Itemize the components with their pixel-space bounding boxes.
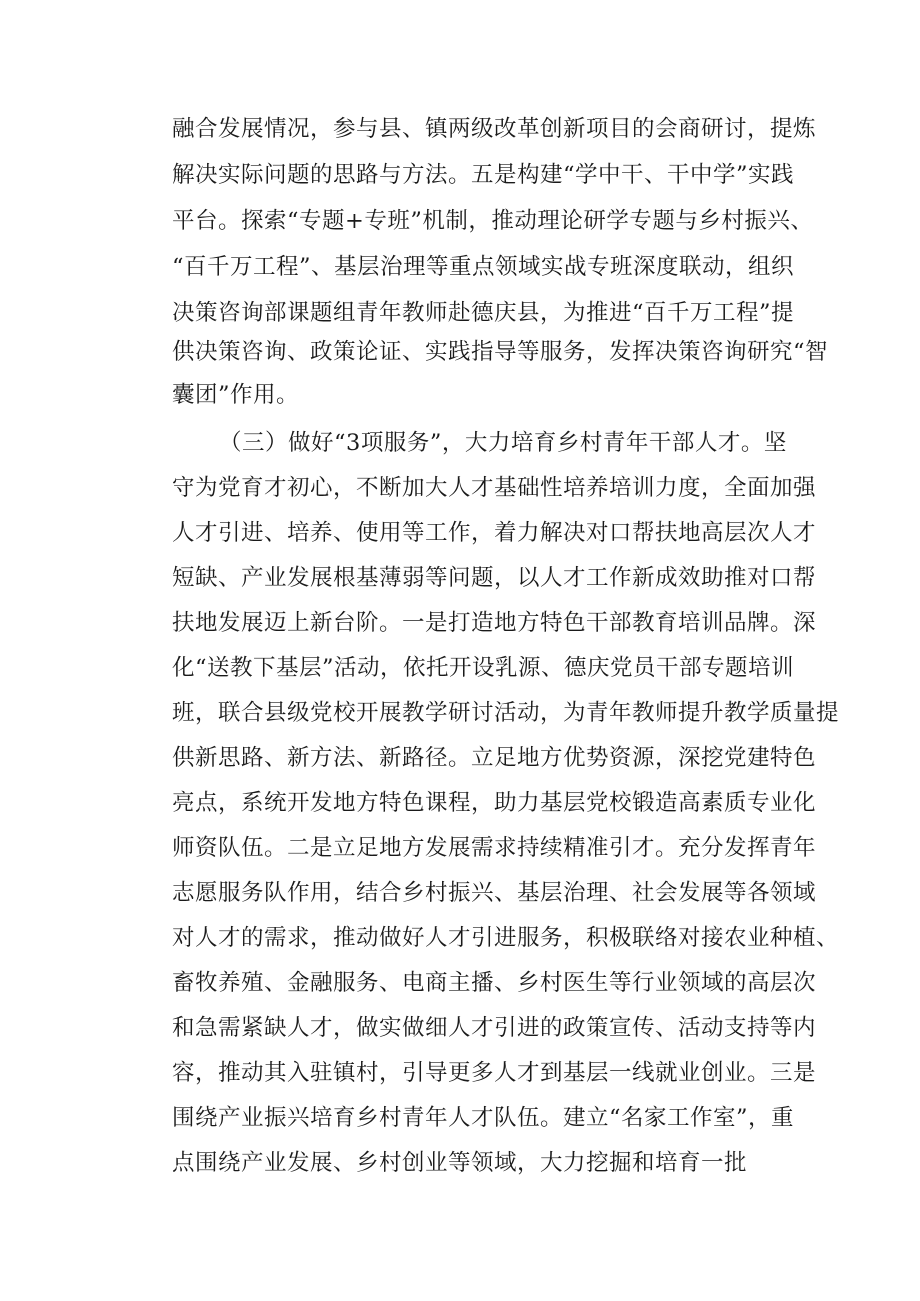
text-line: 和急需紧缺人才，做实做细人才引进的政策宣传、活动支持等内 [172,1015,817,1041]
text-line: 决策咨询部课题组青年教师赴德庆县，为推进“百千万工程”提 [172,300,795,326]
text-line: “百千万工程”、基层治理等重点领域实战专班深度联动，组织 [172,254,795,280]
text-line: 容，推动其入驻镇村，引导更多人才到基层一线就业创业。三是 [172,1060,817,1086]
text-line: 短缺、产业发展根基薄弱等问题，以人才工作新成效助推对口帮 [172,565,817,591]
text-line: 守为党育才初心，不断加大人才基础性培养培训力度，全面加强 [172,475,817,501]
text-line: 解决实际问题的思路与方法。五是构建“学中干、干中学”实践 [172,162,795,188]
text-line: 亮点，系统开发地方特色课程，助力基层党校锻造高素质专业化 [172,790,817,816]
text-line: 人才引进、培养、使用等工作，着力解决对口帮扶地高层次人才 [172,520,817,546]
text-line: 供决策咨询、政策论证、实践指导等服务，发挥决策咨询研究“智 [172,339,829,365]
text-line: 扶地发展迈上新台阶。一是打造地方特色干部教育培训品牌。深 [172,610,817,636]
text-line: 师资队伍。二是立足地方发展需求持续精准引才。充分发挥青年 [172,835,817,861]
text-line: 平台。探索“专题+专班”机制，推动理论研学专题与乡村振兴、 [172,208,814,234]
text-line: 班，联合县级党校开展教学研讨活动，为青年教师提升教学质量提 [172,700,840,726]
text-line: 供新思路、新方法、新路径。立足地方优势资源，深挖党建特色 [172,745,817,771]
text-line: 化“送教下基层”活动，依托开设乳源、德庆党员干部专题培训 [172,655,795,681]
text-line: 志愿服务队作用，结合乡村振兴、基层治理、社会发展等各领域 [172,880,817,906]
text-line: 对人才的需求，推动做好人才引进服务，积极联络对接农业种植、 [172,925,840,951]
text-line: 畜牧养殖、金融服务、电商主播、乡村医生等行业领域的高层次 [172,970,817,996]
text-line: 囊团”作用。 [172,382,300,408]
text-line: 围绕产业振兴培育乡村青年人才队伍。建立“名家工作室”，重 [172,1105,795,1131]
text-line: 融合发展情况，参与县、镇两级改革创新项目的会商研讨，提炼 [172,116,817,142]
section-heading-line: （三）做好“3项服务”，大力培育乡村青年干部人才。坚 [219,430,787,456]
text-line: 点围绕产业发展、乡村创业等领域，大力挖掘和培育一批 [172,1150,748,1176]
